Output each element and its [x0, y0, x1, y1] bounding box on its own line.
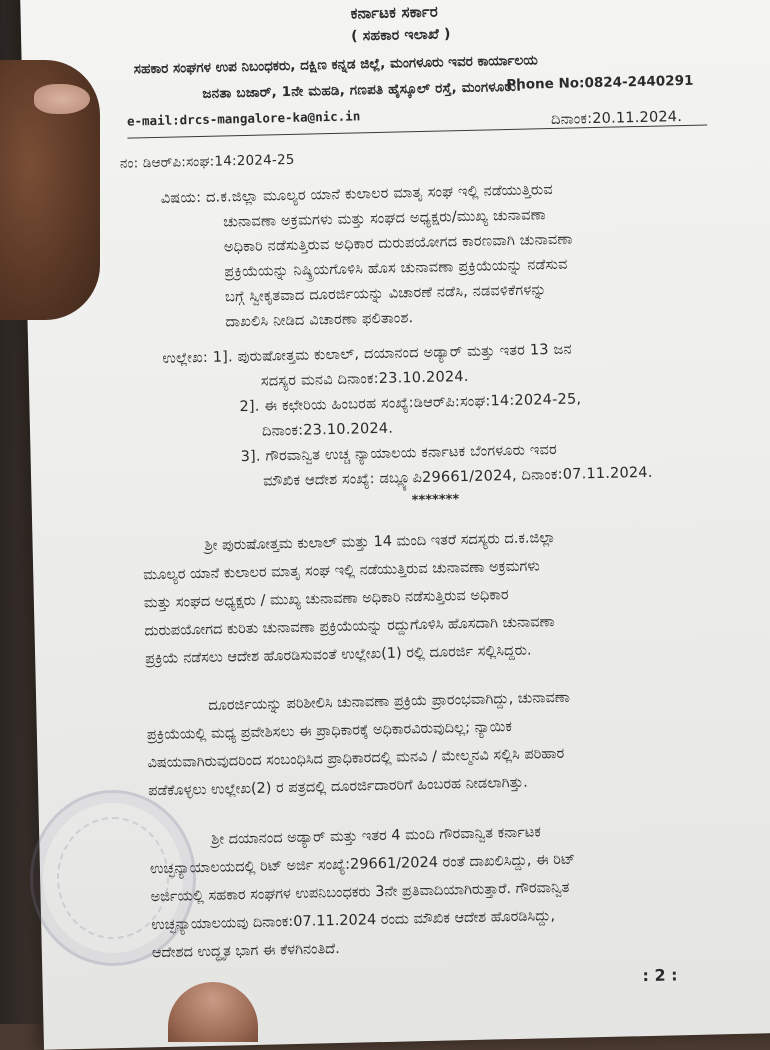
subject-line: ಅಧಿಕಾರಿ ನಡೆಸುತ್ತಿರುವ ಅಧಿಕಾರ ದುರುಪಯೋಗದ ಕಾರಣವಾಗಿ ಚುನಾವಣಾ	[223, 231, 573, 256]
paragraph-line: ದುರುಪಯೋಗದ ಕುರಿತು ಚುನಾವಣಾ ಪ್ರಕ್ರಿಯೆಯನ್ನು ರದ್ದುಗೊಳಿಸಿ ಹೊಸದಾಗಿ ಚುನಾವಣಾ	[144, 614, 555, 640]
reference-line: ಉಲ್ಲೇಖ: 1]. ಪುರುಷೋತ್ತಮ ಕುಲಾಲ್, ದಯಾನಂದ ಅಡ್ಯಾರ್ ಮತ್ತು ಇತರ 13 ಜನ	[162, 341, 572, 367]
reference-line: ದಿನಾಂಕ:23.10.2024.	[261, 420, 394, 440]
subject-line: ವಿಷಯ: ದ.ಕ.ಜಿಲ್ಲಾ ಮೂಲ್ಯರ ಯಾನೆ ಕುಲಾಲರ ಮಾತೃ ಸಂಘ ಇಲ್ಲಿ ನಡೆಯುತ್ತಿರುವ	[160, 181, 554, 207]
paragraph-line: ಮತ್ತು ಸಂಘದ ಅಧ್ಯಕ್ಷರು / ಮುಖ್ಯ ಚುನಾವಣಾ ಅಧಿಕಾರಿ ನಡೆಸುತ್ತಿರುವ ಅಧಿಕಾರ	[143, 587, 509, 612]
paragraph-line: ಉಚ್ಛನ್ಯಾಯಾಲಯದಲ್ಲಿ ರಿಟ್ ಅರ್ಜಿ ಸಂಖ್ಯೆ:29661/2024 ರಂತೆ ದಾಖಲಿಸಿದ್ದು, ಈ ರಿಟ್	[149, 851, 576, 878]
reference-number: ನಂ: ಡಿಆರ್‌ಪಿ:ಸಂಘ:14:2024-25	[119, 151, 295, 172]
paragraph-line: ಪ್ರಕ್ರಿಯೆಯಲ್ಲಿ ಮಧ್ಯ ಪ್ರವೇಶಿಸಲು ಈ ಪ್ರಾಧಿಕಾರಕ್ಕೆ ಅಧಿಕಾರವಿರುವುದಿಲ್ಲ; ನ್ಯಾಯಿಕ	[146, 719, 513, 744]
reference-line: ಸದಸ್ಯರ ಮನವಿ ದಿನಾಂಕ:23.10.2024.	[260, 368, 469, 390]
paragraph-line: ಶ್ರೀ ಪುರುಷೋತ್ತಮ ಕುಲಾಲ್ ಮತ್ತು 14 ಮಂದಿ ಇತರೆ ಸದಸ್ಯರು ದ.ಕ.ಜಿಲ್ಲಾ	[204, 529, 556, 554]
subject-line: ಪ್ರಕ್ರಿಯೆಯನ್ನು ನಿಷ್ಕ್ರಿಯಗೊಳಿಸಿ ಹೊಸ ಚುನಾವಣಾ ಪ್ರಕ್ರಿಯೆಯನ್ನು ನಡೆಸುವ	[224, 256, 568, 281]
paragraph-line: ಆದೇಶದ ಉದ್ಧೃತ ಭಾಗ ಈ ಕೆಳಗಿನಂತಿದೆ.	[151, 940, 340, 962]
subject-line: ಚುನಾವಣಾ ಅಕ್ರಮಗಳು ಮತ್ತು ಸಂಘದ ಅಧ್ಯಕ್ಷರು/ಮುಖ್ಯ ಚುನಾವಣಾ	[223, 207, 547, 231]
section-separator: *******	[411, 492, 460, 509]
paragraph-line: ಅರ್ಜಿಯಲ್ಲಿ ಸಹಕಾರ ಸಂಘಗಳ ಉಪನಿಬಂಧಕರು 3ನೇ ಪ್ರತಿವಾದಿಯಾಗಿರುತ್ತಾರೆ. ಗೌರವಾನ್ವಿತ	[150, 879, 570, 906]
office-seal-stamp	[30, 790, 196, 966]
subject-line: ದಾಖಲಿಸಿ ನೀಡಿದ ವಿಚಾರಣಾ ಫಲಿತಾಂಶ.	[225, 310, 414, 331]
reference-line: ಮೌಖಿಕ ಆದೇಶ ಸಂಖ್ಯೆ: ಡಬ್ಲ್ಯೂಪಿ29661/2024, ದಿನಾಂಕ:07.11.2024.	[263, 464, 653, 490]
thumbnail	[34, 84, 90, 114]
paragraph-line: ಪಡೆಕೊಳ್ಳಲು ಉಲ್ಲೇಖ(2) ರ ಪತ್ರದಲ್ಲಿ ದೂರರ್ಜಿದಾರರಿಗೆ ಹಿಂಬರಹ ನೀಡಲಾಗಿತ್ತು.	[148, 774, 528, 800]
paragraph-line: ಶ್ರೀ ದಯಾನಂದ ಅಡ್ಯಾರ್ ಮತ್ತು ಇತರ 4 ಮಂದಿ ಗೌರವಾನ್ವಿತ ಕರ್ನಾಟಕ	[211, 824, 542, 848]
paragraph-line: ವಿಷಯವಾಗಿರುವುದರಿಂದ ಸಂಬಂಧಿಸಿದ ಪ್ರಾಧಿಕಾರದಲ್ಲಿ ಮನವಿ / ಮೇಲ್ಮನವಿ ಸಲ್ಲಿಸಿ ಪರಿಹಾರ	[147, 745, 565, 772]
reference-line: 2]. ಈ ಕಛೇರಿಯ ಹಿಂಬರಹ ಸಂಖ್ಯೆ:ಡಿಆರ್‌ಪಿ:ಸಂಘ:14:2024-25,	[239, 391, 582, 416]
office-address: ಜನತಾ ಬಜಾರ್, 1ನೇ ಮಹಡಿ, ಗಣಪತಿ ಹೈಸ್ಕೂಲ್ ರಸ್ತೆ, ಮಂಗಳೂರು.	[202, 78, 522, 102]
reference-line: 3]. ಗೌರವಾನ್ವಿತ ಉಚ್ಚ ನ್ಯಾಯಾಲಯ ಕರ್ನಾಟಕ ಬೆಂಗಳೂರು ಇವರ	[240, 441, 558, 466]
department-subtitle: ( ಸಹಕಾರ ಇಲಾಖೆ )	[350, 26, 451, 45]
subject-line: ಬಗ್ಗೆ ಸ್ವೀಕೃತವಾದ ದೂರರ್ಜಿಯನ್ನು ವಿಚಾರಣೆ ನಡೆಸಿ, ನಡವಳಿಕೆಗಳನ್ನು	[224, 282, 547, 306]
paragraph-line: ಪ್ರಕ್ರಿಯೆ ನಡೆಸಲು ಆದೇಶ ಹೊರಡಿಸುವಂತೆ ಉಲ್ಲೇಖ(1) ರಲ್ಲಿ ದೂರರ್ಜಿ ಸಲ್ಲಿಸಿದ್ದರು.	[145, 642, 532, 668]
page-marker: : 2 :	[642, 965, 678, 986]
paragraph-line: ಉಚ್ಛನ್ಯಾಯಾಲಯವು ದಿನಾಂಕ:07.11.2024 ರಂದು ಮೌಖಿಕ ಆದೇಶ ಹೊರಡಿಸಿದ್ದು,	[151, 908, 556, 934]
phone-number: Phone No:0824-2440291	[506, 72, 694, 93]
government-title: ಕರ್ನಾಟಕ ಸರ್ಕಾರ	[350, 2, 439, 23]
paragraph-line: ದೂರರ್ಜಿಯನ್ನು ಪರಿಶೀಲಿಸಿ ಚುನಾವಣಾ ಪ್ರಕ್ರಿಯೆ ಪ್ರಾರಂಭವಾಗಿದ್ದು, ಚುನಾವಣಾ	[208, 689, 571, 714]
paragraph-line: ಮೂಲ್ಯರ ಯಾನೆ ಕುಲಾಲರ ಮಾತೃ ಸಂಘ ಇಲ್ಲಿ ನಡೆಯುತ್ತಿರುವ ಚುನಾವಣಾ ಅಕ್ರಮಗಳು	[143, 558, 540, 584]
document-date: ದಿನಾಂಕ:20.11.2024.	[550, 109, 683, 128]
office-name: ಸಹಕಾರ ಸಂಘಗಳ ಉಪ ನಿಬಂಧಕರು, ದಕ್ಷಿಣ ಕನ್ನಡ ಜಿಲ್ಲೆ, ಮಂಗಳೂರು ಇವರ ಕಾರ್ಯಾಲಯ	[133, 52, 538, 78]
email-address: e-mail:drcs-mangalore-ka@nic.in	[126, 108, 361, 129]
